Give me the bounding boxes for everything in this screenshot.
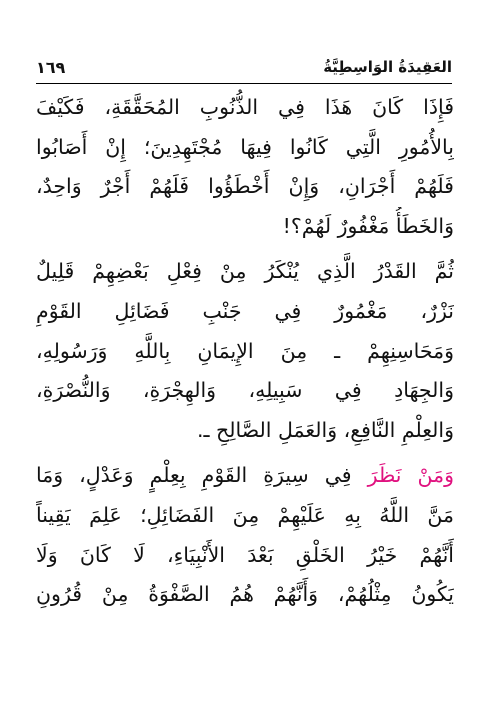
text-line: نَزْرٌ، مَغْمُورٌ فِي جَنْبِ فَضَائِلِ القَوْمِ <box>36 298 454 323</box>
text-line <box>36 456 454 496</box>
text-line: فَإِذَا كَانَ هَذَا فِي الذُّنُوبِ المُحَقَّقَةِ، فَكَيْفَ <box>36 95 454 119</box>
text-line: وَالعِلْمِ النَّافِعِ، وَالعَمَلِ الصَّالِحِ ـ. <box>196 417 454 442</box>
highlighted-phrase: وَمَنْ نَظَرَ <box>367 463 454 488</box>
header-rule <box>36 83 452 84</box>
page-number: ١٦٩ <box>36 58 66 77</box>
text-line: ثُمَّ القَدْرُ الَّذِي يُنْكَرُ مِنْ فِعْلِ بَعْضِهِمْ قَلِيلٌ <box>36 259 454 284</box>
running-title: العَقِيدَةُ الوَاسِطِيَّةُ <box>323 58 452 76</box>
text-line: فَلَهُمْ أَجْرَانِ، وَإِنْ أَخْطَؤُوا فَلَهُمْ أَجْرٌ وَاحِدٌ، <box>36 174 454 199</box>
text-line: يَكُونُ مِثْلُهُمْ، وَأَنَّهُمْ هُمُ الصَّفْوَةُ مِنْ قُرُونِ <box>36 582 454 607</box>
page-header <box>36 58 452 82</box>
text-line: وَالجِهَادِ فِي سَبِيلِهِ، وَالهِجْرَةِ، وَالنُّصْرَةِ، <box>36 378 454 403</box>
paragraph-1 <box>36 88 454 246</box>
paragraph-2 <box>36 252 454 450</box>
text-line: وَالخَطَأُ مَغْفُورٌ لَهُمْ؟! <box>282 213 454 238</box>
paragraph-3 <box>36 456 454 614</box>
text-line: أَنَّهُمْ خَيْرُ الخَلْقِ بَعْدَ الأَنْبِيَاءِ، لَا كَانَ وَلَا <box>36 542 454 567</box>
text-line-rest: فِي سِيرَةِ القَوْمِ بِعِلْمٍ وَعَدْلٍ، وَمَا <box>36 463 368 488</box>
text-line: وَمَحَاسِنِهِمْ ـ مِنَ الإِيمَانِ بِاللَّهِ وَرَسُولِهِ، <box>36 338 454 363</box>
text-line: مَنَّ اللَّهُ بِهِ عَلَيْهِمْ مِنَ الفَضَائِلِ؛ عَلِمَ يَقِيناً <box>36 502 454 527</box>
text-line: بِالأُمُورِ الَّتِي كَانُوا فِيهَا مُجْتَهِدِينَ؛ إِنْ أَصَابُوا <box>36 134 454 159</box>
body-text <box>36 88 454 615</box>
